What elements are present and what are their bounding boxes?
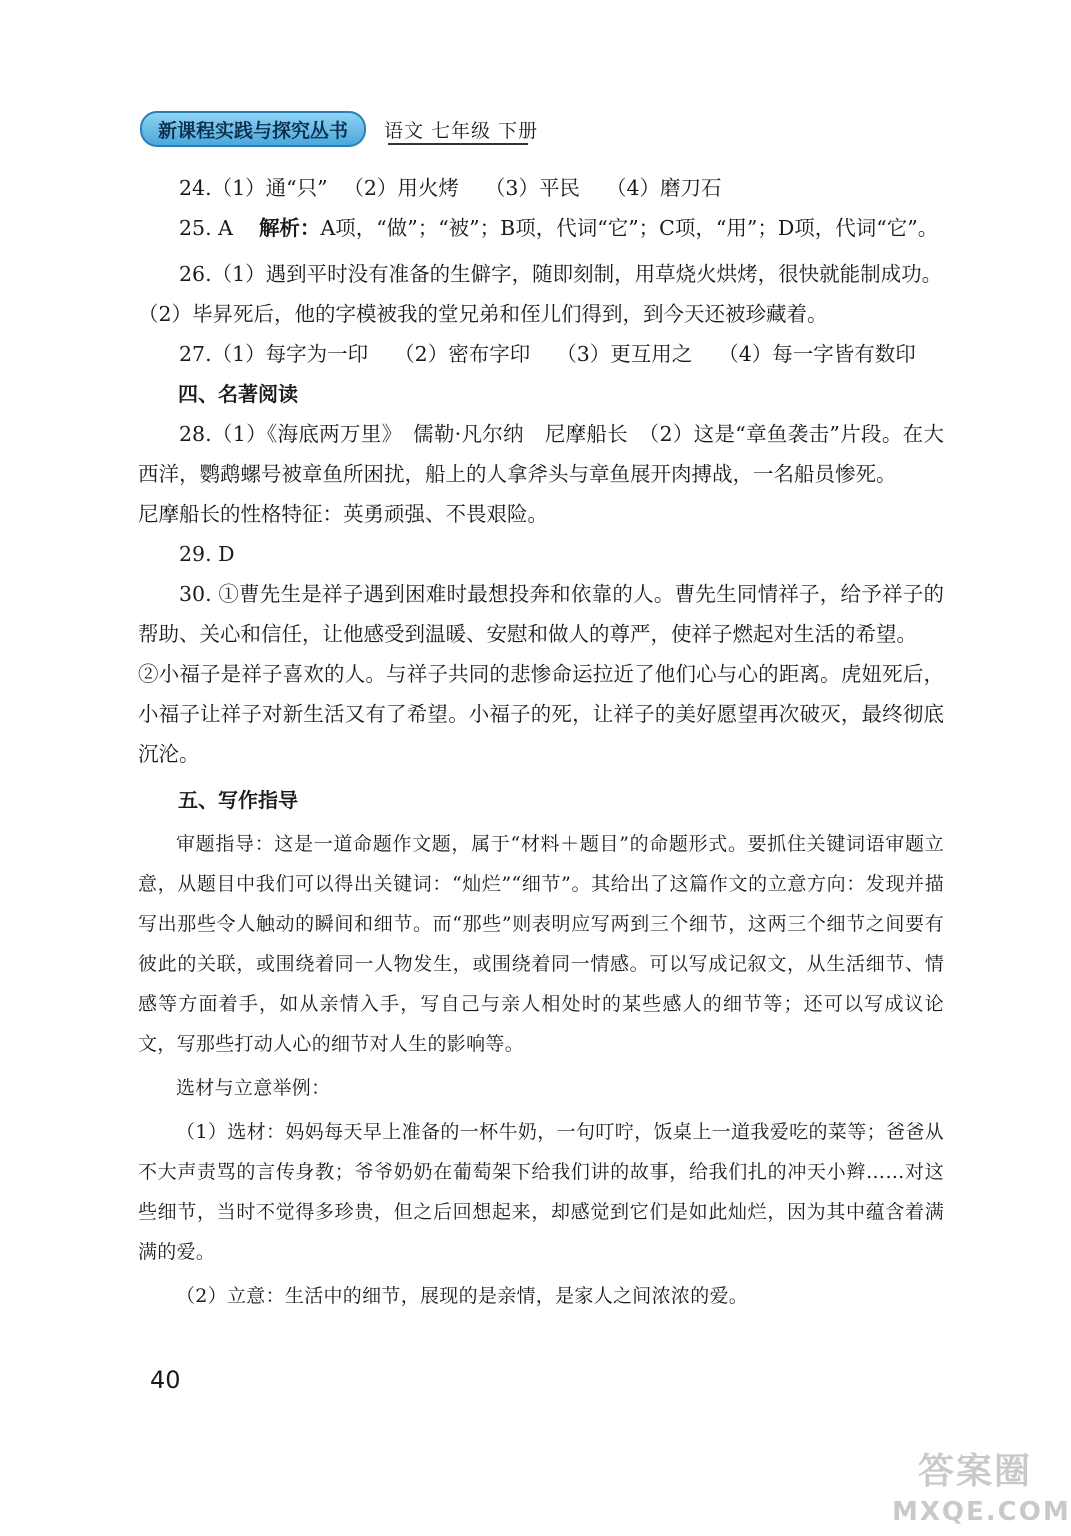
section-heading-classics: 四、名著阅读 [178, 382, 298, 406]
answer-30-part2: ②小福子是祥子喜欢的人。与祥子共同的悲惨命运拉近了他们心与心的距离。虎妞死后，小福子让祥子对新生活又有了希望。小福子的死，让祥子的美好愿望再次破灭，最终彻底沉沦。 [138, 662, 944, 766]
answer-24: 24.（1）通“只” （2）用火烤 （3）平民 （4）磨刀石 [179, 176, 722, 200]
answer-28-part1: 28.（1）《海底两万里》 儒勒·凡尔纳 尼摩船长 （2）这是“章鱼袭击”片段。在大西洋，鹦鹉螺号被章鱼所困扰，船上的人拿斧头与章鱼展开肉搏战，一名船员惨死。 [138, 422, 944, 486]
answer-27: 27.（1）每字为一印 （2）密布字印 （3）更互用之 （4）每一字皆有数印 [179, 342, 916, 366]
answer-26-part1: 26.（1）遇到平时没有准备的生僻字，随即刻制，用草烧火烘烤，很快就能制成功。 [179, 262, 943, 286]
examples-title: 选材与立意举例： [176, 1077, 331, 1099]
answer-26-part2: （2）毕昇死后，他的字模被我的堂兄弟和侄儿们得到，到今天还被珍藏着。 [138, 302, 828, 326]
example-1: （1）选材：妈妈每天早上准备的一杯牛奶，一句叮咛，饭桌上一道我爱吃的菜等；爸爸从不大声责骂的言传身教；爷爷奶奶在葡萄架下给我们讲的故事，给我们扎的冲天小辫……对这些细节，当时不觉得多珍贵，但之后回想起来，却感觉到它们是如此灿烂，因为其中蕴含着满满的爱。 [138, 1121, 944, 1263]
answer-30-part1: 30. ①曹先生是祥子遇到困难时最想投奔和依靠的人。曹先生同情祥子，给予祥子的帮助、关心和信任，让他感受到温暖、安慰和做人的尊严，使祥子燃起对生活的希望。 [138, 582, 944, 646]
subject-info: 语文 七年级 下册 [384, 119, 539, 142]
example-2: （2）立意：生活中的细节，展现的是亲情，是家人之间浓浓的爱。 [176, 1285, 749, 1307]
page-header [140, 112, 538, 146]
answer-25: 25. A 解析：A项，“做”；“被”；B项，代词“它”；C项，“用”；D项，代词“它”。 [179, 216, 939, 240]
page-number: 40 [150, 1366, 181, 1394]
header-divider [388, 143, 528, 145]
series-badge: 新课程实践与探究丛书 [140, 111, 366, 147]
answer-content [138, 168, 944, 1316]
watermark-logo: 答案圈 MXQE.COM [892, 1451, 1071, 1527]
answer-29: 29. D [179, 542, 235, 566]
answer-28-part2: 尼摩船长的性格特征：英勇顽强、不畏艰险。 [138, 502, 548, 526]
section-heading-writing: 五、写作指导 [178, 788, 298, 812]
writing-guide: 审题指导：这是一道命题作文题，属于“材料＋题目”的命题形式。要抓住关键词语审题立意，从题目中我们可以得出关键词：“灿烂”“细节”。其给出了这篇作文的立意方向：发现并描写出那些令人触动的瞬间和细节。而“那些”则表明应写两到三个细节，这两三个细节之间要有彼此的关联，或围绕着同一人物发生，或围绕着同一情感。可以写成记叙文，从生活细节、情感等方面着手，如从亲情入手，写自己与亲人相处时的某些感人的细节等；还可以写成议论文，写那些打动人心的细节对人生的影响等。 [138, 833, 944, 1055]
